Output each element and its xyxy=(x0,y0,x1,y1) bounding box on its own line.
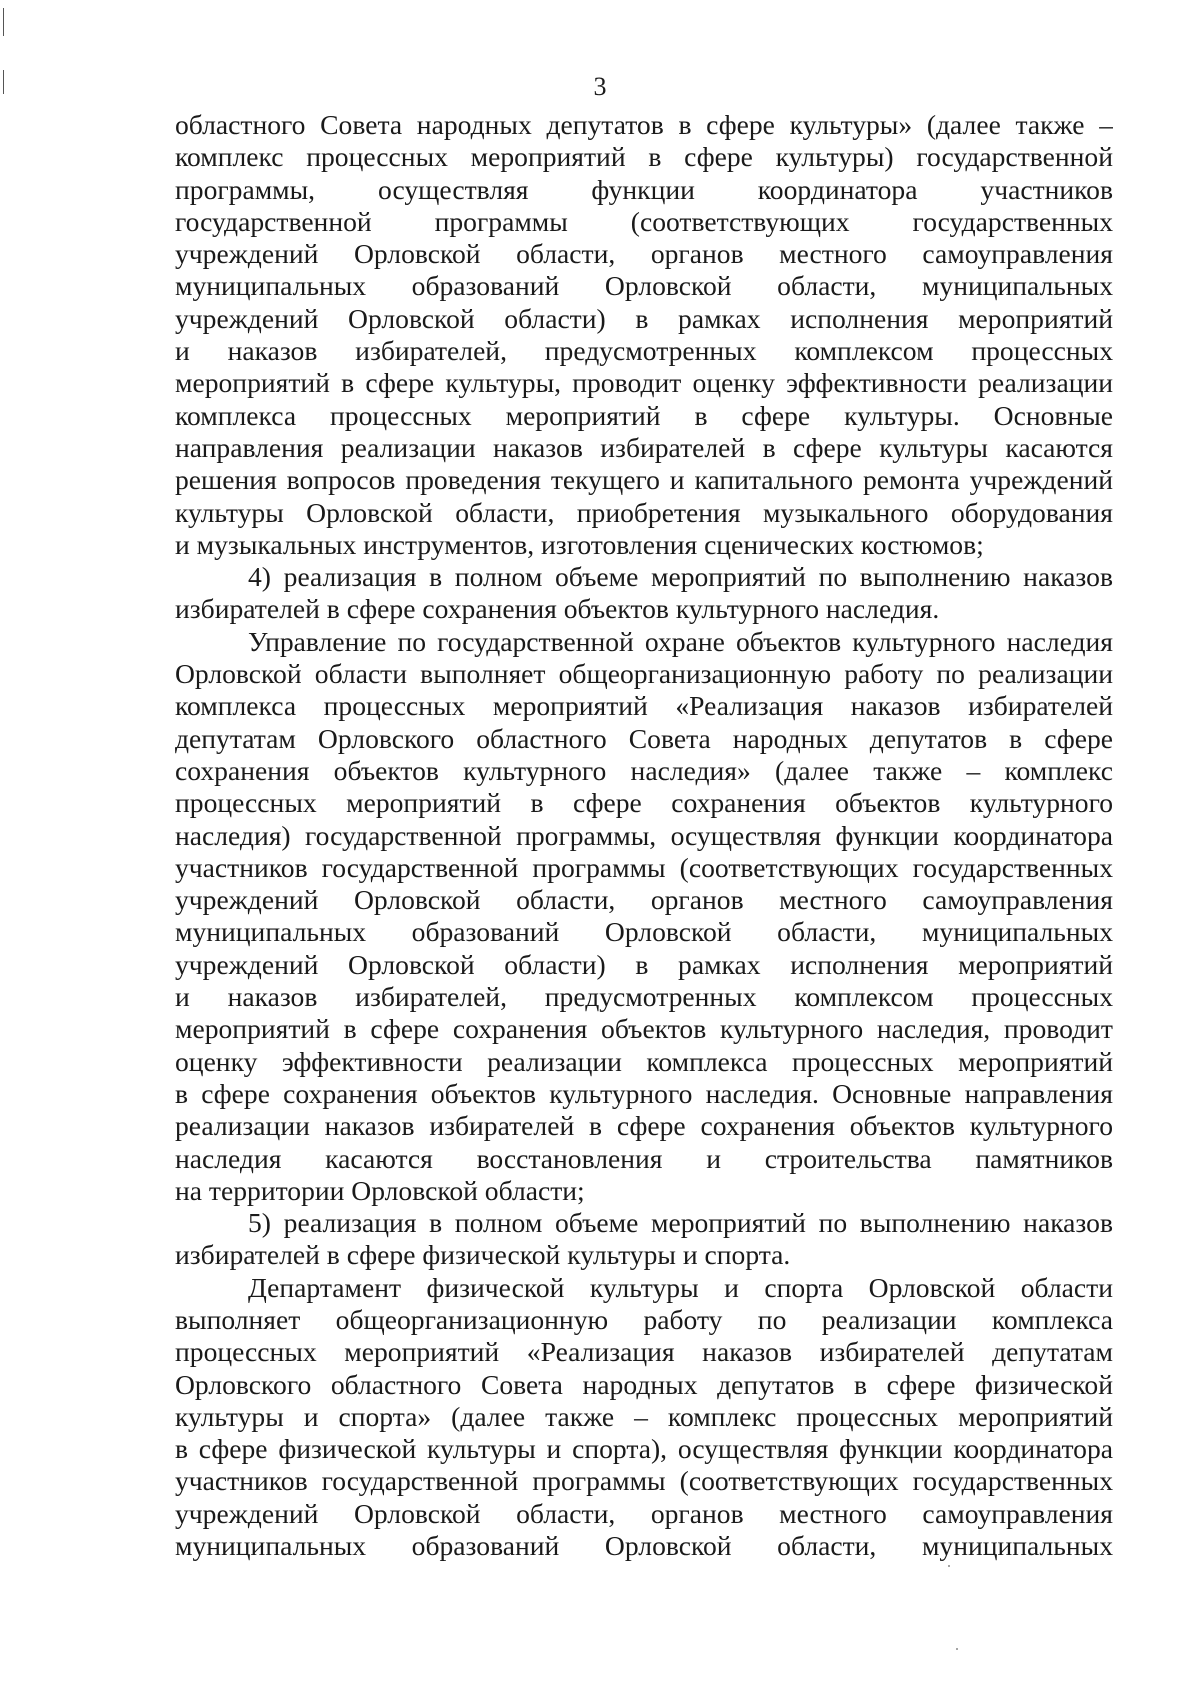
text-line: муниципальных образований Орловской области, муниципальных xyxy=(175,916,1113,948)
text-line: процессных мероприятий «Реализация наказов избирателей депутатам xyxy=(175,1336,1113,1368)
text-line: Департамент физической культуры и спорта Орловской области xyxy=(248,1271,1113,1303)
text-line: участников государственной программы (соответствующих государственных xyxy=(175,851,1113,883)
text-line: участников государственной программы (соответствующих государственных xyxy=(175,1465,1113,1497)
text-line: муниципальных образований Орловской области, муниципальных xyxy=(175,1530,1113,1562)
text-line: государственной программы (соответствующих государственных xyxy=(175,205,1113,237)
text-line: мероприятий в сфере сохранения объектов культурного наследия, проводит xyxy=(175,1013,1113,1045)
text-line: направления реализации наказов избирателей в сфере культуры касаются xyxy=(175,431,1113,463)
text-line: на территории Орловской области; xyxy=(175,1174,585,1206)
scan-margin-mark xyxy=(3,8,4,36)
text-line: оценку эффективности реализации комплекса процессных мероприятий xyxy=(175,1045,1113,1077)
body-text xyxy=(175,109,1113,1562)
text-line: комплекса процессных мероприятий «Реализация наказов избирателей xyxy=(175,690,1113,722)
text-line: учреждений Орловской области, органов местного самоуправления xyxy=(175,238,1113,270)
text-line: сохранения объектов культурного наследия» (далее также – комплекс xyxy=(175,754,1113,786)
text-line: 4) реализация в полном объеме мероприятий по выполнению наказов xyxy=(248,561,1113,593)
scan-speck xyxy=(956,1648,958,1650)
text-line: муниципальных образований Орловской области, муниципальных xyxy=(175,270,1113,302)
text-line: культуры Орловской области, приобретения музыкального оборудования xyxy=(175,496,1113,528)
text-line: наследия) государственной программы, осуществляя функции координатора xyxy=(175,819,1113,851)
text-line: избирателей в сфере сохранения объектов культурного наследия. xyxy=(175,593,940,625)
text-line: наследия касаются восстановления и строительства памятников xyxy=(175,1142,1113,1174)
text-line: культуры и спорта» (далее также – комплекс процессных мероприятий xyxy=(175,1400,1113,1432)
text-line: Орловского областного Совета народных депутатов в сфере физической xyxy=(175,1368,1113,1400)
text-line: и наказов избирателей, предусмотренных комплексом процессных xyxy=(175,981,1113,1013)
text-line: и наказов избирателей, предусмотренных комплексом процессных xyxy=(175,335,1113,367)
text-line: учреждений Орловской области, органов местного самоуправления xyxy=(175,1497,1113,1529)
text-line: комплекса процессных мероприятий в сфере культуры. Основные xyxy=(175,399,1113,431)
text-line: Орловской области выполняет общеорганизационную работу по реализации xyxy=(175,658,1113,690)
text-line: мероприятий в сфере культуры, проводит оценку эффективности реализации xyxy=(175,367,1113,399)
text-line: решения вопросов проведения текущего и капитального ремонта учреждений xyxy=(175,464,1113,496)
text-line: программы, осуществляя функции координатора участников xyxy=(175,173,1113,205)
text-line: 5) реализация в полном объеме мероприятий по выполнению наказов xyxy=(248,1207,1113,1239)
text-line: комплекс процессных мероприятий в сфере культуры) государственной xyxy=(175,141,1113,173)
text-line: Управление по государственной охране объектов культурного наследия xyxy=(248,625,1113,657)
text-line: учреждений Орловской области) в рамках исполнения мероприятий xyxy=(175,948,1113,980)
text-line: в сфере физической культуры и спорта), осуществляя функции координатора xyxy=(175,1433,1113,1465)
text-line: учреждений Орловской области) в рамках исполнения мероприятий xyxy=(175,302,1113,334)
text-line: в сфере сохранения объектов культурного наследия. Основные направления xyxy=(175,1077,1113,1109)
page-number: 3 xyxy=(593,72,607,101)
text-line: процессных мероприятий в сфере сохранения объектов культурного xyxy=(175,787,1113,819)
text-line: реализации наказов избирателей в сфере сохранения объектов культурного xyxy=(175,1110,1113,1142)
text-line: избирателей в сфере физической культуры и спорта. xyxy=(175,1239,791,1271)
text-line: и музыкальных инструментов, изготовления сценических костюмов; xyxy=(175,528,984,560)
text-line: депутатам Орловского областного Совета народных депутатов в сфере xyxy=(175,722,1113,754)
text-line: учреждений Орловской области, органов местного самоуправления xyxy=(175,884,1113,916)
scan-speck xyxy=(948,1565,950,1567)
text-line: областного Совета народных депутатов в сфере культуры» (далее также – xyxy=(175,109,1113,140)
text-line: выполняет общеорганизационную работу по реализации комплекса xyxy=(175,1303,1113,1335)
